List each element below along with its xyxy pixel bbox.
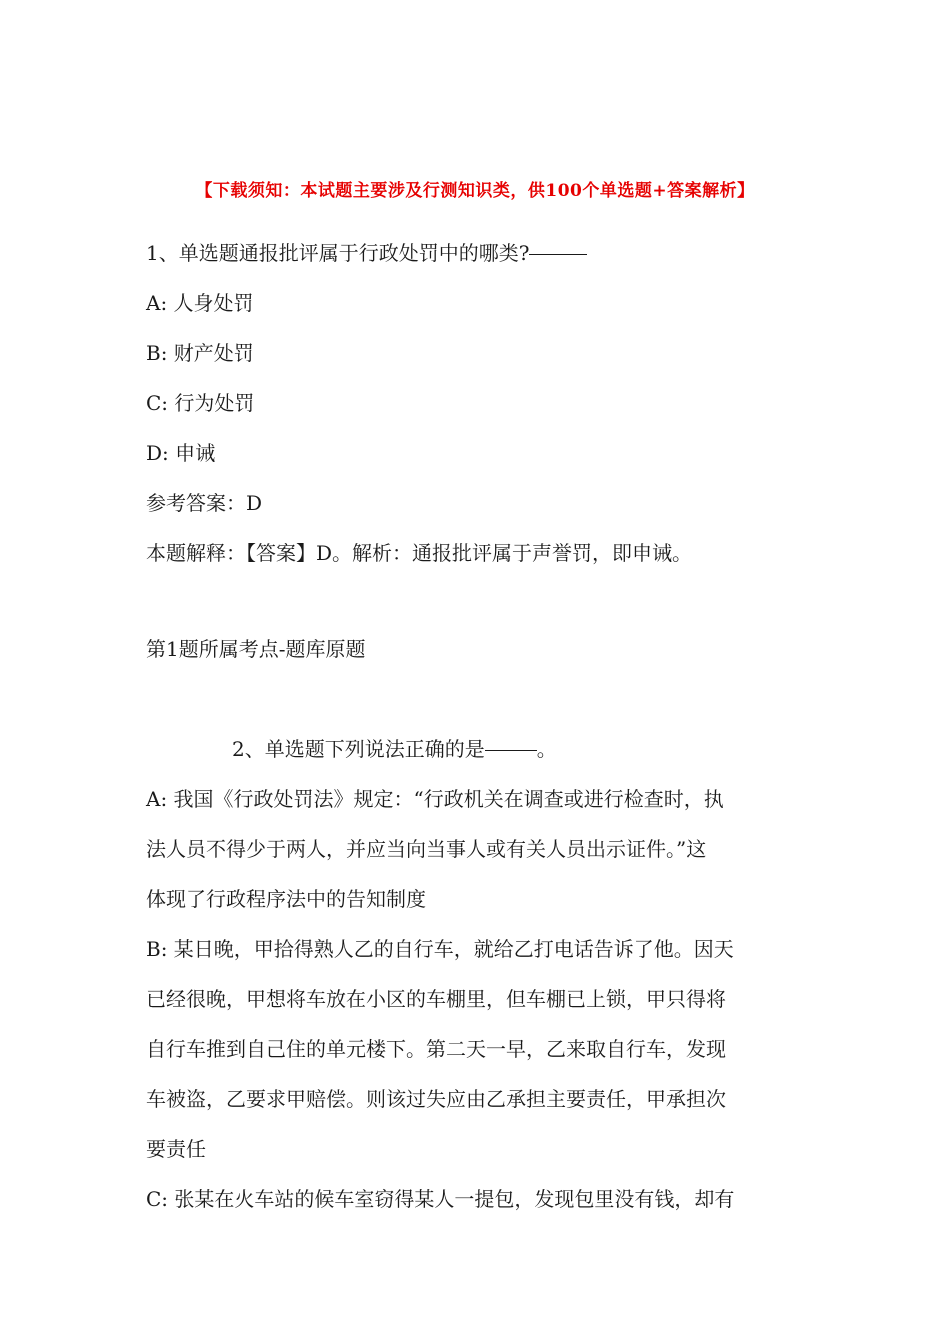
answer-blank bbox=[529, 254, 587, 255]
question-2-stem-end: 。 bbox=[536, 737, 557, 761]
question-2-option-b-line: 要责任 bbox=[146, 1137, 206, 1161]
question-2-option-b-line: B: 某日晚，甲拾得熟人乙的自行车，就给乙打电话告诉了他。因天 bbox=[146, 937, 734, 961]
question-1-option-b: B: 财产处罚 bbox=[146, 341, 254, 365]
download-notice: 【下载须知：本试题主要涉及行测知识类，供100个单选题+答案解析】 bbox=[195, 181, 755, 201]
question-1-explanation: 本题解释：【答案】D。解析：通报批评属于声誉罚，即申诫。 bbox=[146, 541, 693, 565]
question-2-option-c-line: C: 张某在火车站的候车室窃得某人一提包，发现包里没有钱，却有 bbox=[146, 1187, 735, 1211]
question-2-option-b-line: 车被盗，乙要求甲赔偿。则该过失应由乙承担主要责任，甲承担次 bbox=[146, 1087, 726, 1111]
question-1 bbox=[146, 228, 806, 578]
question-2-option-b-line: 自行车推到自己住的单元楼下。第二天一早，乙来取自行车，发现 bbox=[146, 1037, 726, 1061]
question-1-topic bbox=[146, 624, 806, 674]
question-1-stem-text: 1、单选题通报批评属于行政处罚中的哪类? bbox=[146, 241, 530, 265]
question-1-stem bbox=[146, 228, 806, 278]
question-2-stem-text: 2、单选题下列说法正确的是 bbox=[232, 737, 485, 761]
question-2-option-b-line: 已经很晚，甲想将车放在小区的车棚里，但车棚已上锁，甲只得将 bbox=[146, 987, 726, 1011]
question-2-option-a-line: 体现了行政程序法中的告知制度 bbox=[146, 887, 426, 911]
answer-blank bbox=[485, 750, 537, 751]
question-2-stem bbox=[146, 724, 806, 774]
question-2-option-a-line: A: 我国《行政处罚法》规定：“行政机关在调查或进行检查时，执 bbox=[146, 787, 724, 811]
question-2 bbox=[146, 724, 806, 1224]
question-1-option-a: A: 人身处罚 bbox=[146, 291, 254, 315]
question-1-option-d: D: 申诫 bbox=[146, 441, 216, 465]
question-2-option-a-line: 法人员不得少于两人，并应当向当事人或有关人员出示证件。”这 bbox=[146, 837, 707, 861]
question-1-option-c: C: 行为处罚 bbox=[146, 391, 255, 415]
question-1-topic-text: 第1题所属考点-题库原题 bbox=[146, 637, 366, 661]
question-1-answer: 参考答案：D bbox=[146, 491, 263, 515]
